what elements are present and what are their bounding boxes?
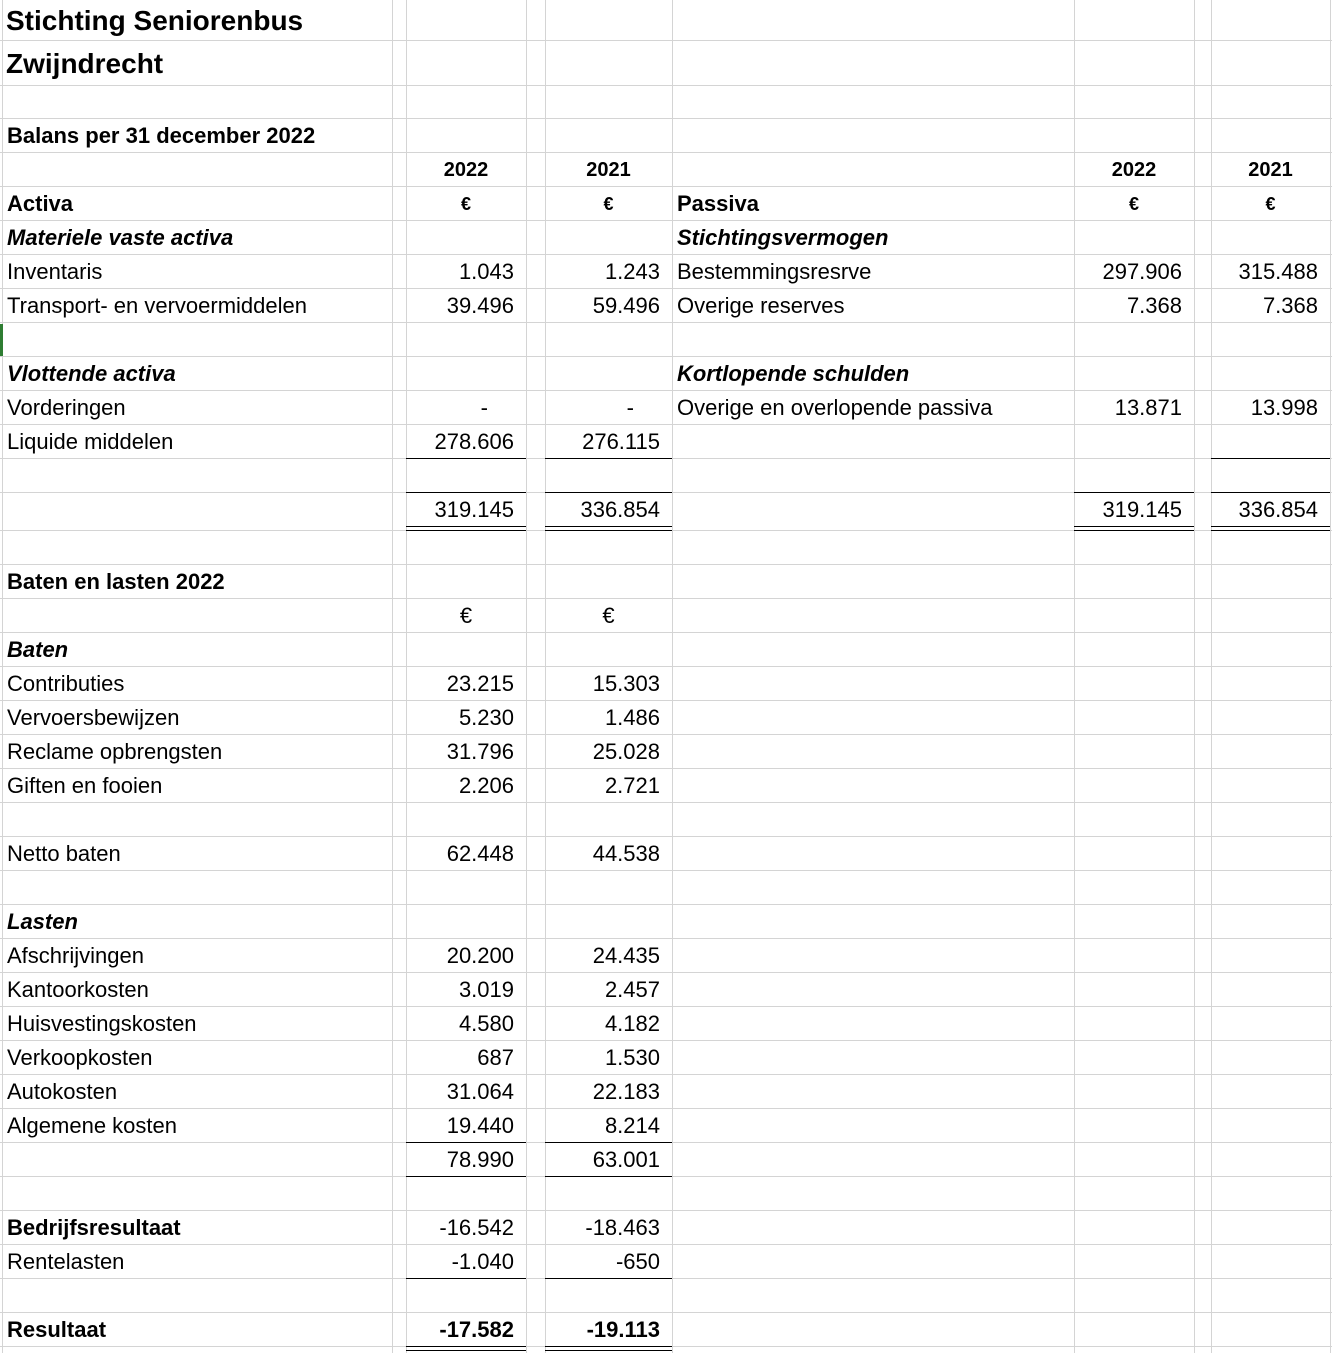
baten-row-label: Vervoersbewijzen [7,705,180,730]
lasten-row-label: Verkoopkosten [7,1045,153,1070]
grid-line [526,0,527,1353]
grid-line [0,356,1332,357]
baten-row-2021: 1.486 [604,705,660,730]
grid-line [1194,0,1195,1353]
total-double-rule [545,1346,672,1351]
activa-row-label: Inventaris [7,259,103,284]
subtotal-rule [545,458,672,459]
activa-total-2021: 336.854 [580,497,660,522]
baten-row-2022: 2.206 [458,773,514,798]
balance-heading: Balans per 31 december 2022 [7,123,316,148]
pl-currency-2022: € [459,603,473,628]
grid-line [1330,0,1331,1353]
lasten-row-label: Algemene kosten [7,1113,177,1138]
passiva-row-label: Bestemmingsresrve [677,259,872,284]
grid-line [672,0,673,1353]
lasten-row-label: Kantoorkosten [7,977,149,1002]
netto-baten-2021: 44.538 [592,841,660,866]
rentelasten-2021: -650 [615,1249,660,1274]
baten-row-2021: 15.303 [592,671,660,696]
total-rule [1074,492,1194,493]
lasten-row-2021: 8.214 [604,1113,660,1138]
lasten-row-2021: 24.435 [592,943,660,968]
activa-currency-2021: € [603,194,614,214]
activa-total-2022: 319.145 [434,497,514,522]
passiva-year-2021: 2021 [1248,159,1293,181]
subtotal-rule [406,1176,526,1177]
activa-row-2022: 1.043 [458,259,514,284]
lasten-row-2021: 4.182 [604,1011,660,1036]
baten-label: Baten [7,637,69,662]
rentelasten-2022: -1.040 [451,1249,514,1274]
lasten-row-label: Huisvestingskosten [7,1011,197,1036]
passiva-row-2022: 7.368 [1126,293,1182,318]
pl-currency-2021: € [602,603,615,628]
lasten-row-2022: 31.064 [446,1079,514,1104]
passiva-label: Passiva [677,191,759,216]
activa-year-2022: 2022 [443,159,489,181]
netto-baten-label: Netto baten [7,841,121,866]
passiva-row-2021: 7.368 [1262,293,1318,318]
total-rule [545,492,672,493]
activa-row-2022: 39.496 [446,293,514,318]
passiva-currency-2021: € [1265,194,1276,214]
lasten-total-2021: 63.001 [592,1147,660,1172]
activa-row-2021: 1.243 [604,259,660,284]
total-double-rule [1211,526,1330,531]
lasten-row-2022: 20.200 [446,943,514,968]
activa-row-2022: 278.606 [434,429,514,454]
baten-row-2021: 2.721 [604,773,660,798]
total-rule [1211,492,1330,493]
total-double-rule [545,526,672,531]
activa-row-label: Vorderingen [7,395,126,420]
activa-label: Activa [7,191,74,216]
lasten-row-2021: 22.183 [592,1079,660,1104]
passiva-row-2022: 297.906 [1102,259,1182,284]
baten-row-label: Contributies [7,671,125,696]
doc-title-line1: Stichting Seniorenbus [6,5,304,36]
activa-row-label: Transport- en vervoermiddelen [7,293,307,318]
bedrijfsresultaat-2022: -16.542 [439,1215,514,1240]
passiva-row-2021: 315.488 [1238,259,1318,284]
baten-row-2021: 25.028 [592,739,660,764]
activa-section-fixed: Materiele vaste activa [7,225,234,250]
resultaat-2022: -17.582 [439,1317,514,1342]
total-rule [406,492,526,493]
grid-line [0,904,1332,905]
lasten-row-2021: 2.457 [604,977,660,1002]
bedrijfsresultaat-2021: -18.463 [585,1215,660,1240]
passiva-total-2022: 319.145 [1102,497,1182,522]
rentelasten-label: Rentelasten [7,1249,125,1274]
lasten-row-2021: 1.530 [604,1045,660,1070]
grid-line [392,0,393,1353]
baten-row-label: Giften en fooien [7,773,163,798]
activa-row-2021: 276.115 [582,429,660,454]
activa-row-label: Liquide middelen [7,429,174,454]
passiva-section-equity: Stichtingsvermogen [677,225,889,250]
passiva-section-shortterm: Kortlopende schulden [677,361,910,386]
subtotal-rule [545,1278,672,1279]
lasten-label: Lasten [7,909,78,934]
passiva-row-2021: 13.998 [1250,395,1318,420]
baten-row-2022: 23.215 [446,671,514,696]
passiva-row-label: Overige reserves [677,293,845,318]
resultaat-2021: -19.113 [586,1317,660,1342]
activa-row-2021: - [626,395,634,420]
total-double-rule [1074,526,1194,531]
lasten-row-2022: 19.440 [446,1113,514,1138]
passiva-year-2022: 2022 [1111,159,1157,181]
bedrijfsresultaat-label: Bedrijfsresultaat [7,1215,181,1240]
subtotal-rule [545,1176,672,1177]
lasten-row-2022: 687 [477,1045,514,1070]
activa-row-2021: 59.496 [592,293,660,318]
activa-currency-2022: € [460,194,471,214]
lasten-total-2022: 78.990 [446,1147,514,1172]
resultaat-label: Resultaat [7,1317,107,1342]
lasten-row-2022: 4.580 [458,1011,514,1036]
lasten-row-label: Autokosten [7,1079,118,1104]
subtotal-rule [406,458,526,459]
pl-heading: Baten en lasten 2022 [7,569,225,594]
activa-section-current: Vlottende activa [7,361,176,386]
passiva-total-2021: 336.854 [1238,497,1318,522]
lasten-row-label: Afschrijvingen [7,943,144,968]
passiva-row-label: Overige en overlopende passiva [677,395,993,420]
passiva-row-2022: 13.871 [1114,395,1182,420]
passiva-currency-2022: € [1128,194,1139,214]
total-double-rule [406,1346,526,1351]
subtotal-rule [406,1278,526,1279]
activa-year-2021: 2021 [586,159,631,181]
lasten-row-2022: 3.019 [458,977,514,1002]
doc-title-line2: Zwijndrecht [6,48,164,79]
activa-row-2022: - [480,395,488,420]
grid-line [2,0,3,1353]
baten-row-2022: 31.796 [446,739,514,764]
grid-line [0,85,1332,86]
subtotal-rule [1211,458,1330,459]
selection-marker [0,324,3,356]
total-double-rule [406,526,526,531]
baten-row-2022: 5.230 [458,705,514,730]
baten-row-label: Reclame opbrengsten [7,739,223,764]
netto-baten-2022: 62.448 [446,841,514,866]
